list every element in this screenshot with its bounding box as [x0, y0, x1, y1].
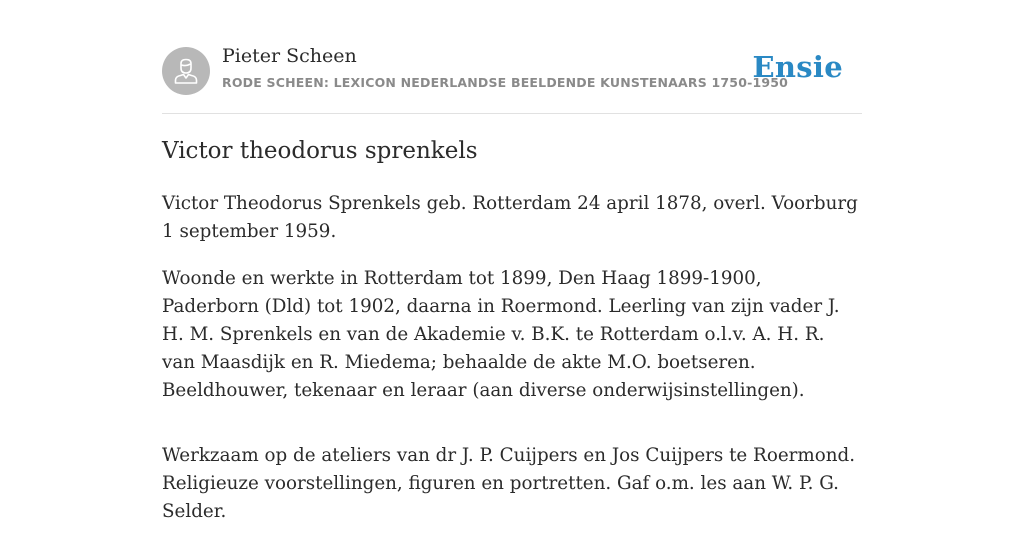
entry-body — [162, 190, 862, 545]
author-avatar[interactable] — [162, 47, 210, 95]
paragraph: Woonde en werkte in Rotterdam tot 1899, Den Haag 1899-1900, Paderborn (Dld) tot 1902, daarna in Roermond. Leerling van zijn vader J. H. M. Sprenkels en van de Akademie v. B.K. te Rotterdam o.l.v. A. H. R. van Maasdijk en R. Miedema; behaalde de akte M.O. boetseren. Beeldhouwer, tekenaar en leraar (aan diverse onderwijsinstellingen). — [162, 268, 840, 401]
entry-header — [162, 0, 862, 114]
entry-title: Victor theodorus sprenkels — [162, 138, 478, 164]
paragraph: Werkzaam op de ateliers van dr J. P. Cuijpers en Jos Cuijpers te Roermond. Religieuze voorstellingen, figuren en portretten. Gaf o.m. les aan W. P. G. Selder. — [162, 445, 856, 522]
ensie-logo[interactable]: Ensie — [752, 50, 843, 84]
user-icon — [171, 56, 201, 86]
author-name[interactable]: Pieter Scheen — [222, 45, 357, 67]
source-title[interactable]: RODE SCHEEN: LEXICON NEDERLANDSE BEELDENDE KUNSTENAARS 1750-1950 — [222, 75, 789, 90]
paragraph: Victor Theodorus Sprenkels geb. Rotterdam 24 april 1878, overl. Voorburg 1 september 1959. — [162, 193, 858, 242]
entry-card — [162, 0, 862, 522]
